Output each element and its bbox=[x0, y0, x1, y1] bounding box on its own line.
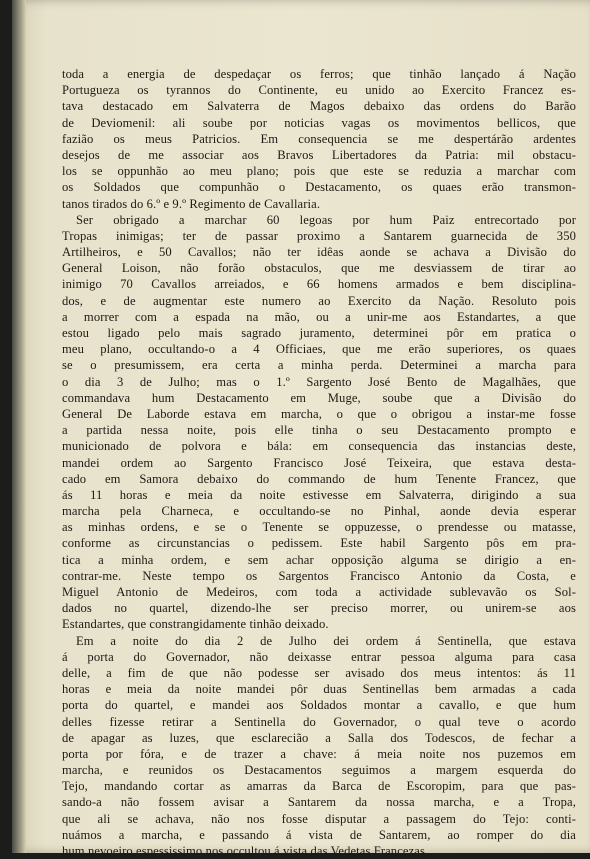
paragraph bbox=[62, 212, 576, 633]
text-line: Artilheiros, e 50 Cavallos; não ter idêas aonde se achava a Divisão do bbox=[62, 245, 576, 260]
binding-gutter bbox=[12, 0, 26, 853]
book-page bbox=[12, 0, 590, 858]
paragraph bbox=[62, 633, 576, 859]
text-line: inimigo 70 Cavallos arreiados, e 66 homens armados e bem disciplina- bbox=[62, 277, 576, 292]
text-line: marcha pela Charneca, e occultando-se no Pinhal, aonde devia esperar bbox=[62, 504, 576, 519]
text-line: ás 11 horas e meia da noite estivesse em Salvaterra, dirigindo a sua bbox=[62, 487, 576, 502]
text-line: commandava hum Destacamento em Muge, soube que a Divisão do bbox=[62, 390, 576, 405]
text-line: mandei ordem ao Sargento Francisco José Teixeira, que estava desta- bbox=[62, 455, 576, 470]
text-line: nuámos a marcha, e passando á vista de Santarem, ao romper do dia bbox=[62, 827, 576, 842]
text-line: cado em Samora debaixo do commando de hum Tenente Francez, que bbox=[62, 471, 576, 486]
text-line: marcha, e reunidos os Destacamentos seguimos a margem esquerda do bbox=[62, 763, 576, 778]
text-line: dados no quartel, dizendo-lhe ser preciso morrer, ou unirem-se aos bbox=[62, 601, 576, 616]
text-line: o dia 3 de Julho; mas o 1.º Sargento José Bento de Magalhães, que bbox=[62, 374, 576, 389]
text-line: porta por fóra, e de trazer a chave: á meia noite nos puzemos em bbox=[62, 746, 576, 761]
text-line: General Loison, não forão obstaculos, que me desviassem de tirar ao bbox=[62, 261, 576, 276]
text-line: General De Laborde estava em marcha, o que o obrigou a instar-me fosse bbox=[62, 406, 576, 421]
text-line: los se oppunhão ao meu plano; pois que este se reduzia a marchar com bbox=[62, 164, 576, 179]
text-line: estou ligado pelo mais sagrado juramento, determinei pôr em pratica o bbox=[62, 326, 576, 340]
text-line: Tejo, mandando cortar as amarras da Barca de Escoropim, para que pas- bbox=[62, 779, 576, 794]
text-line: a partida nessa noite, pois elle tinha o seu Destacamento prompto e bbox=[62, 423, 576, 438]
text-line: de apagar as luzes, que esclarecião a Salla dos Todescos, de fechar a bbox=[62, 730, 576, 745]
text-line: de Deviomenil: ali soube por noticias vagas os movimentos bellicos, que bbox=[62, 115, 576, 130]
text-line: contrar-me. Neste tempo os Sargentos Francisco Antonio da Costa, e bbox=[62, 568, 576, 583]
text-line: meu plano, occultando-o a 4 Officiaes, que me erão superiores, os quaes bbox=[62, 342, 576, 357]
text-line: Em a noite do dia 2 de Julho dei ordem á Sentinella, que estava bbox=[76, 633, 576, 648]
text-line: Miguel Antonio de Medeiros, com toda a actividade sublevavão os Sol- bbox=[62, 585, 576, 599]
text-line: as minhas ordens, e se o Tenente se oppuzesse, o prendesse ou matasse, bbox=[62, 520, 576, 535]
text-line: porta do quartel, e mandei aos Soldados montar a cavallo, e que hum bbox=[62, 698, 576, 713]
text-line: Estandartes, que constrangidamente tinhão deixado. bbox=[62, 617, 329, 632]
text-line: Portugueza os tyrannos do Continente, eu unido ao Exercito Francez es- bbox=[62, 83, 576, 98]
text-line: a morrer com a espada na mão, ou a unir-me aos Estandartes, a que bbox=[62, 309, 576, 324]
text-line: tava destacado em Salvaterra de Magos debaixo das ordens do Barão bbox=[62, 99, 576, 114]
text-line: delles fizesse retirar a Sentinella do Governador, o qual teve o acordo bbox=[62, 714, 576, 729]
text-line: municionado de polvora e bála: em consequencia das instancias deste, bbox=[62, 439, 576, 454]
text-line: horas e meia da noite mandei pôr duas Sentinellas bem armadas a cada bbox=[62, 682, 576, 697]
body-text bbox=[62, 66, 576, 859]
text-line: que ali se achava, não nos fosse disputar a passagem do Tejo: conti- bbox=[62, 811, 576, 826]
text-line: conforme as circunstancias o pedissem. Este habil Sargento pôs em pra- bbox=[62, 536, 576, 551]
text-line: delle, a fim de que não podesse ser avisado dos meus intentos: ás 11 bbox=[62, 665, 576, 680]
text-line: fazião os meus Patricios. Em consequencia se me despertárão ardentes bbox=[62, 131, 576, 146]
text-line: se o presumissem, era certa a minha perda. Determinei a marcha para bbox=[62, 358, 576, 373]
text-line: os Soldados que compunhão o Destacamento, os quaes erão transmon- bbox=[62, 180, 576, 195]
text-line: á porta do Governador, não deixasse entrar pessoa alguma para casa bbox=[62, 649, 576, 664]
text-line: tanos tirados do 6.º e 9.º Regimento de Cavallaria. bbox=[62, 196, 321, 211]
text-line: toda a energia de despedaçar os ferros; que tinhão lançado á Nação bbox=[62, 67, 576, 81]
text-line: dos, e de augmentar este numero ao Exercito da Nação. Resoluto pois bbox=[62, 293, 576, 308]
text-line: hum nevoeiro espessissimo nos occultou á vista das Vedetas Francezas, bbox=[62, 844, 429, 858]
text-line: desejos de me associar aos Bravos Libertadores da Patria: mil obstacu- bbox=[62, 147, 576, 162]
text-line: sando-a não fossem avisar a Santarem da nossa marcha, e a Tropa, bbox=[62, 795, 576, 810]
text-line: tica a minha ordem, e sem achar opposição alguma se dirigio a en- bbox=[62, 552, 576, 567]
paragraph bbox=[62, 66, 576, 212]
text-line: Ser obrigado a marchar 60 legoas por hum Paiz entrecortado por bbox=[76, 212, 576, 227]
text-line: Tropas inimigas; ter de passar proximo a Santarem guarnecida de 350 bbox=[62, 228, 576, 243]
